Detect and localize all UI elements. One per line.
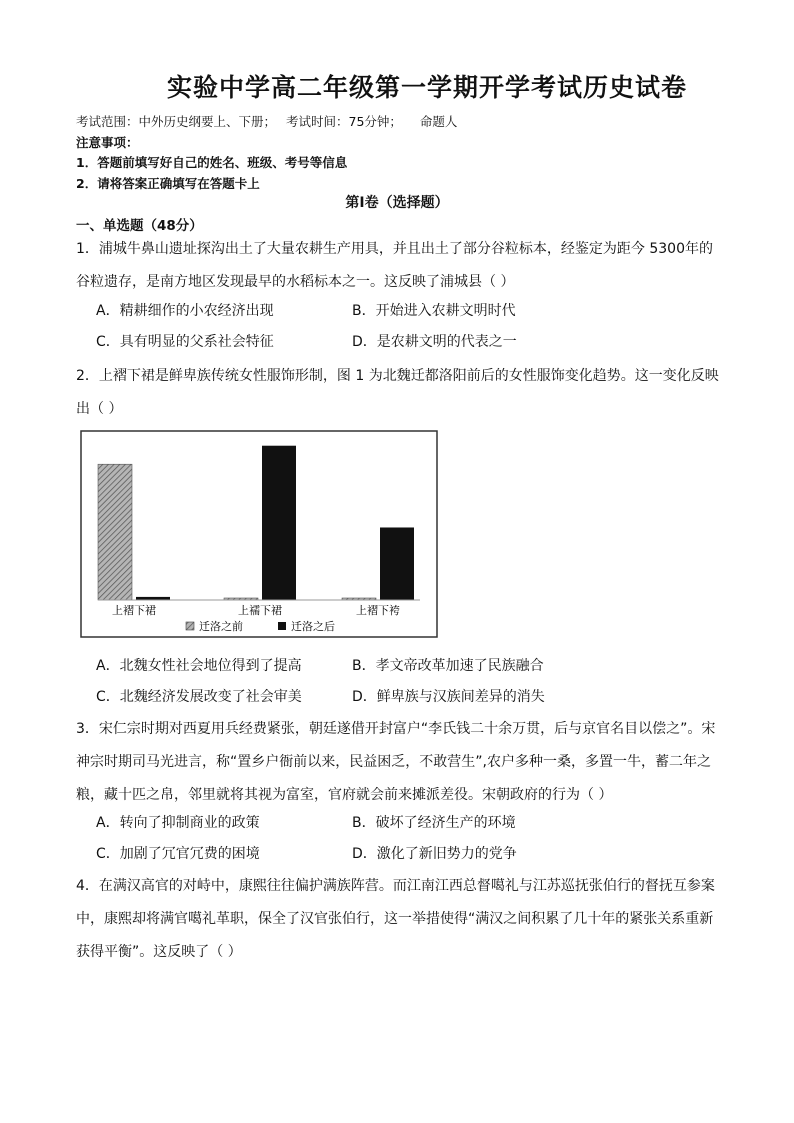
- q3-option-d: D．激化了新旧势力的党争: [352, 846, 517, 862]
- tick-label-3: 上褶下袴: [356, 604, 400, 617]
- q2-option-b: B．孝文帝改革加速了民族融合: [352, 658, 544, 674]
- section-title: 第I卷（选择题）: [345, 195, 449, 211]
- legend-swatch-before: [186, 622, 194, 630]
- question-4-text: 4．在满汉高官的对峙中，康熙往往偏护满族阵营。而江南江西总督噶礼与江苏巡抚张伯行的督抚互参案中，康熙却将满官噶礼革职，保全了汉官张伯行，这一举措使得“满汉之间积累了几十年的紧张关系重新获得平衡”。这反映了（ ）: [76, 878, 715, 960]
- legend-label-before: 迁洛之前: [199, 620, 243, 633]
- exam-info: [76, 112, 457, 130]
- q1-option-a: A．精耕细作的小农经济出现: [96, 303, 274, 319]
- q3-option-b: B．破坏了经济生产的环境: [352, 815, 516, 831]
- legend-label-after: 迁洛之后: [291, 620, 335, 633]
- q1-option-d: D．是农耕文明的代表之一: [352, 334, 517, 350]
- question-3-text: 3．宋仁宗时期对西夏用兵经费紧张，朝廷遂借开封富户“李氏钱二十余万贯，后与京官名目以偿之”。宋神宗时期司马光进言，称“置乡户衙前以来，民益困乏，不敢营生”,农户多种一桑，多置一牛，蓄二年之粮，藏十匹之帛，邻里就将其视为富室，官府就会前来摊派差役。宋朝政府的行为（ ）: [76, 721, 716, 803]
- q1-option-b: B．开始进入农耕文明时代: [352, 303, 516, 319]
- q2-option-d: D．鲜卑族与汉族间差异的消失: [352, 689, 545, 705]
- exam-scope: 考试范围：中外历史纲要上、下册；: [76, 114, 277, 129]
- legend-swatch-after: [278, 622, 286, 630]
- note-item-1: 1．答题前填写好自己的姓名、班级、考号等信息: [76, 155, 348, 170]
- bar-before-1: [98, 464, 132, 600]
- q2-option-c: C．北魏经济发展改变了社会审美: [96, 689, 302, 705]
- exam-author: 命题人: [419, 114, 458, 129]
- tick-label-2: 上襦下裙: [238, 604, 282, 617]
- note-item-2: 2．请将答案正确填写在答题卡上: [76, 176, 260, 191]
- q3-option-c: C．加剧了冗官冗费的困境: [96, 846, 260, 862]
- q3-option-a: A．转向了抑制商业的政策: [96, 815, 260, 831]
- bar-after-2: [262, 446, 296, 600]
- clothing-bar-chart: [80, 430, 438, 638]
- q1-option-c: C．具有明显的父系社会特征: [96, 334, 274, 350]
- q2-option-a: A．北魏女性社会地位得到了提高: [96, 658, 302, 674]
- exam-time: 考试时间：75分钟；: [286, 114, 402, 129]
- bar-after-3: [380, 527, 414, 600]
- notes-heading: 注意事项：: [76, 135, 139, 150]
- part-title: 一、单选题（48分）: [76, 218, 203, 234]
- question-2-text: 2．上褶下裙是鲜卑族传统女性服饰形制，图 1 为北魏迁都洛阳前后的女性服饰变化趋势。这一变化反映出（ ）: [76, 368, 719, 417]
- tick-label-1: 上褶下裙: [112, 604, 156, 617]
- exam-title: 实验中学高二年级第一学期开学考试历史试卷: [166, 73, 687, 102]
- question-1-text: 1．浦城牛鼻山遗址探沟出土了大量农耕生产用具，并且出土了部分谷粒标本，经鉴定为距今 5300年的谷粒遗存，是南方地区发现最早的水稻标本之一。这反映了浦城县（ ）: [76, 241, 713, 290]
